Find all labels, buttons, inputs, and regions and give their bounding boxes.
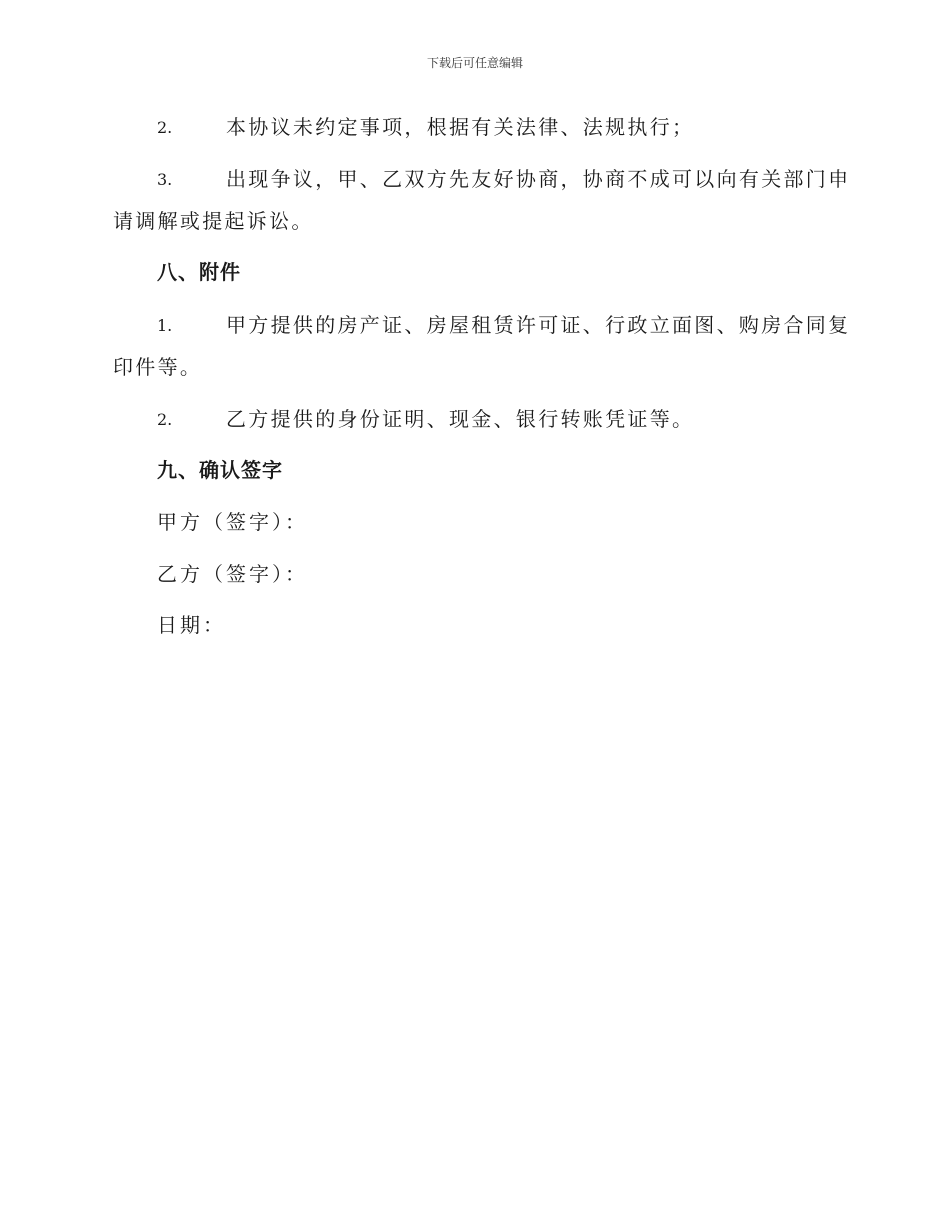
item-number: 1. [157, 316, 173, 335]
item-text: 出现争议，甲、乙双方先友好协商，协商不成可以向有关部门申 [226, 167, 851, 191]
item-text: 乙方提供的身份证明、现金、银行转账凭证等。 [226, 407, 695, 431]
party-b-signature-label: 乙方（签字）： [157, 562, 308, 586]
item-text: 甲方提供的房产证、房屋租赁许可证、行政立面图、购房合同复 [226, 313, 851, 337]
item-text: 本协议未约定事项，根据有关法律、法规执行； [226, 115, 695, 139]
item-number: 2. [157, 410, 173, 429]
section-heading: 八、附件 [157, 260, 241, 284]
date-label: 日期： [157, 613, 226, 637]
item-text-continuation: 请调解或提起诉讼。 [113, 209, 314, 233]
item-number: 3. [157, 170, 173, 189]
item-number: 2. [157, 118, 173, 137]
section-heading: 九、确认签字 [157, 458, 283, 482]
party-a-signature-label: 甲方（签字）： [157, 510, 308, 534]
page-header: 下载后可任意编辑 [426, 56, 523, 70]
item-text-continuation: 印件等。 [113, 355, 203, 379]
